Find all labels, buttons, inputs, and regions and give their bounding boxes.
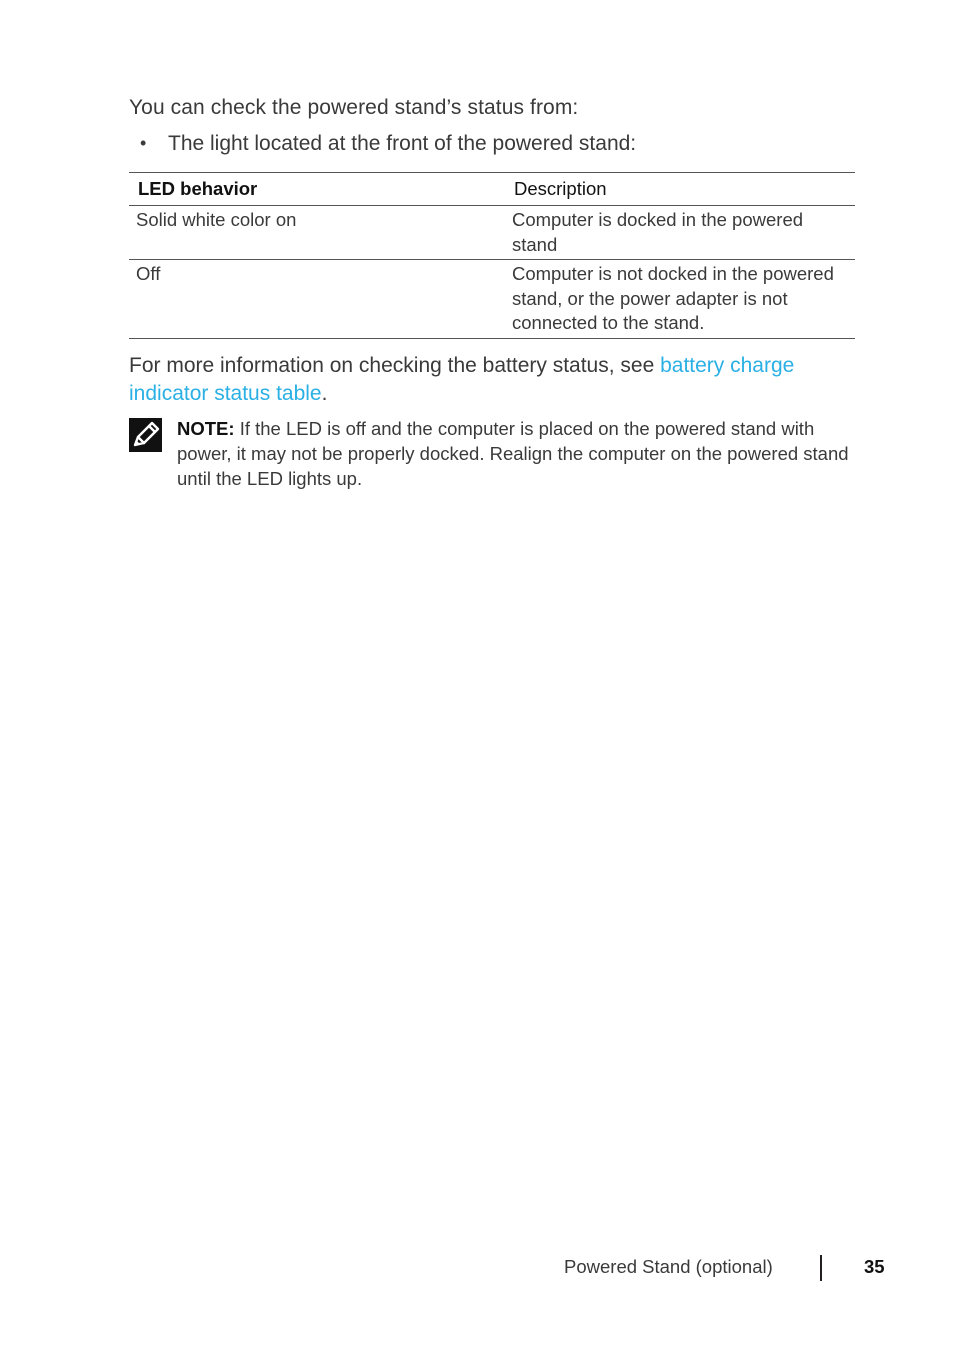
footer-divider xyxy=(820,1255,822,1281)
more-info-text: For more information on checking the battery status, see xyxy=(129,354,661,377)
table-cell-behavior: Off xyxy=(129,260,505,339)
bullet-item xyxy=(140,132,636,156)
table-cell-behavior: Solid white color on xyxy=(129,206,505,260)
header-led-behavior: LED behavior xyxy=(129,173,505,206)
table-row xyxy=(129,260,855,339)
intro-text: You can check the powered stand’s status from: xyxy=(129,96,579,119)
table-cell-description: Computer is docked in the powered stand xyxy=(505,206,855,260)
more-info-period: . xyxy=(321,381,328,405)
note-body: If the LED is off and the computer is placed on the powered stand with power, it may not be properly docked. Realign the computer on the powered stand until the LED lights up. xyxy=(177,418,849,489)
header-description: Description xyxy=(505,173,855,206)
note-label: NOTE: xyxy=(177,418,235,439)
page-number: 35 xyxy=(864,1256,885,1277)
footer-section-title: Powered Stand (optional) xyxy=(564,1256,773,1277)
table-header-row xyxy=(129,173,855,206)
led-status-table xyxy=(129,172,855,339)
more-info-paragraph xyxy=(129,352,829,407)
note-pencil-icon xyxy=(129,418,162,452)
bullet-text: The light located at the front of the powered stand: xyxy=(168,132,637,155)
battery-status-table-link[interactable]: battery charge indicator status table xyxy=(129,354,795,405)
table-cell-description: Computer is not docked in the powered stand, or the power adapter is not connected to the stand. xyxy=(505,260,855,339)
table-row xyxy=(129,206,855,260)
bullet-marker: • xyxy=(140,133,147,153)
note-text xyxy=(177,416,867,491)
